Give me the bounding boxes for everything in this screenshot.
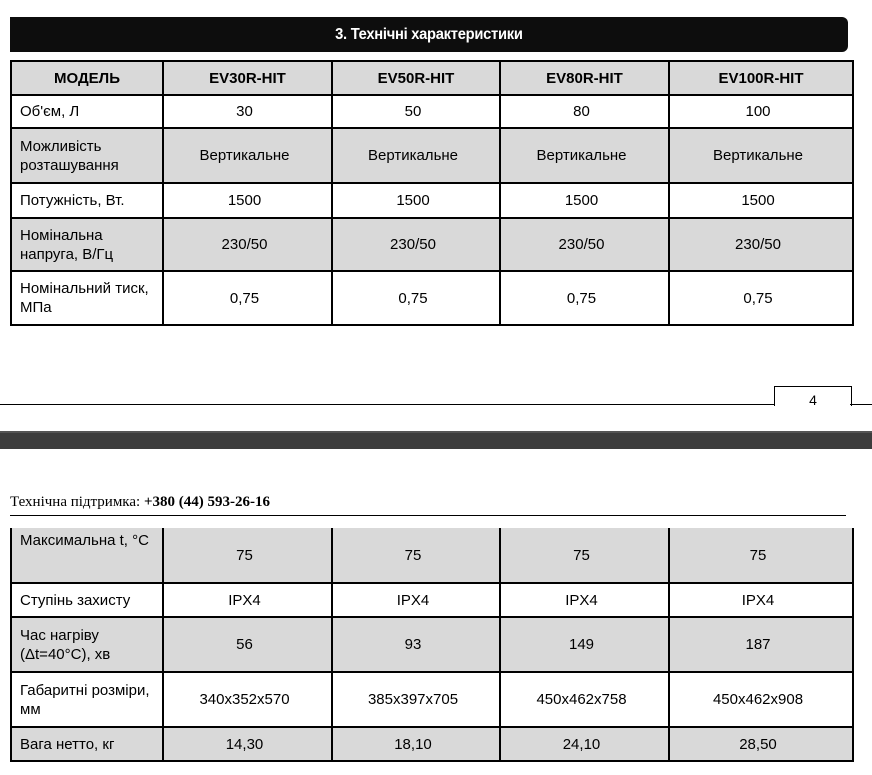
cell-value: 30 — [163, 95, 332, 128]
cell-value: Вертикальне — [332, 128, 500, 183]
support-phone: +380 (44) 593-26-16 — [143, 494, 270, 510]
row-label: Потужність, Вт. — [11, 183, 163, 218]
cell-value: 75 — [500, 528, 669, 583]
section-title: 3. Технічні характеристики — [335, 25, 523, 43]
row-label: Максимальна t, °C — [11, 528, 163, 583]
page-break-divider — [0, 431, 872, 449]
row-label: Номінальна напруга, В/Гц — [11, 218, 163, 271]
cell-value: 75 — [163, 528, 332, 583]
cell-value: 0,75 — [500, 271, 669, 325]
cell-value: 230/50 — [500, 218, 669, 271]
row-label: Ступінь захисту — [11, 583, 163, 617]
cell-value: 1500 — [332, 183, 500, 218]
page-footer-line-right — [850, 404, 872, 405]
cell-value: 14,30 — [163, 727, 332, 761]
cell-value: 230/50 — [669, 218, 853, 271]
cell-value: 340x352x570 — [163, 672, 332, 727]
row-label: Вага нетто, кг — [11, 727, 163, 761]
table-row — [11, 95, 853, 128]
cell-value: 1500 — [163, 183, 332, 218]
table-row — [11, 583, 853, 617]
table-header-row — [11, 61, 853, 95]
header-cell: EV100R-HIT — [669, 61, 853, 95]
cell-value: 187 — [669, 617, 853, 672]
support-underline — [10, 515, 846, 516]
page-footer-line — [0, 404, 775, 405]
cell-value: 18,10 — [332, 727, 500, 761]
cell-value: 450x462x758 — [500, 672, 669, 727]
table-row — [11, 128, 853, 183]
table-row — [11, 183, 853, 218]
cell-value: 230/50 — [163, 218, 332, 271]
table-row — [11, 727, 853, 761]
section-title-bar — [10, 17, 848, 52]
cell-value: 385x397x705 — [332, 672, 500, 727]
cell-value: 93 — [332, 617, 500, 672]
cell-value: 149 — [500, 617, 669, 672]
row-label: Габаритні розміри, мм — [11, 672, 163, 727]
row-label: Об'єм, Л — [11, 95, 163, 128]
cell-value: 0,75 — [669, 271, 853, 325]
specs-table-top — [10, 60, 854, 326]
cell-value: 230/50 — [332, 218, 500, 271]
cell-value: 24,10 — [500, 727, 669, 761]
cell-value: IPX4 — [500, 583, 669, 617]
cell-value: 80 — [500, 95, 669, 128]
table-row — [11, 271, 853, 325]
header-cell: МОДЕЛЬ — [11, 61, 163, 95]
cell-value: IPX4 — [332, 583, 500, 617]
table-row — [11, 528, 853, 583]
cell-value: 28,50 — [669, 727, 853, 761]
specs-table-bottom — [10, 528, 854, 762]
cell-value: 100 — [669, 95, 853, 128]
table-row — [11, 617, 853, 672]
cell-value: Вертикальне — [163, 128, 332, 183]
header-cell: EV30R-HIT — [163, 61, 332, 95]
table-row — [11, 218, 853, 271]
support-line — [10, 494, 270, 511]
cell-value: IPX4 — [669, 583, 853, 617]
cell-value: 0,75 — [163, 271, 332, 325]
row-label: Номінальний тиск, МПа — [11, 271, 163, 325]
cell-value: 0,75 — [332, 271, 500, 325]
cell-value: 1500 — [669, 183, 853, 218]
cell-value: Вертикальне — [500, 128, 669, 183]
cell-value: 75 — [332, 528, 500, 583]
row-label: Можливість розташування — [11, 128, 163, 183]
cell-value: 50 — [332, 95, 500, 128]
cell-value: 56 — [163, 617, 332, 672]
page-number: 4 — [774, 386, 852, 406]
cell-value: 450x462x908 — [669, 672, 853, 727]
cell-value: 75 — [669, 528, 853, 583]
cell-value: Вертикальне — [669, 128, 853, 183]
cell-value: 1500 — [500, 183, 669, 218]
header-cell: EV80R-HIT — [500, 61, 669, 95]
header-cell: EV50R-HIT — [332, 61, 500, 95]
support-label: Технічна підтримка: — [10, 494, 144, 510]
row-label: Час нагріву (Δt=40°C), хв — [11, 617, 163, 672]
cell-value: IPX4 — [163, 583, 332, 617]
table-row — [11, 672, 853, 727]
